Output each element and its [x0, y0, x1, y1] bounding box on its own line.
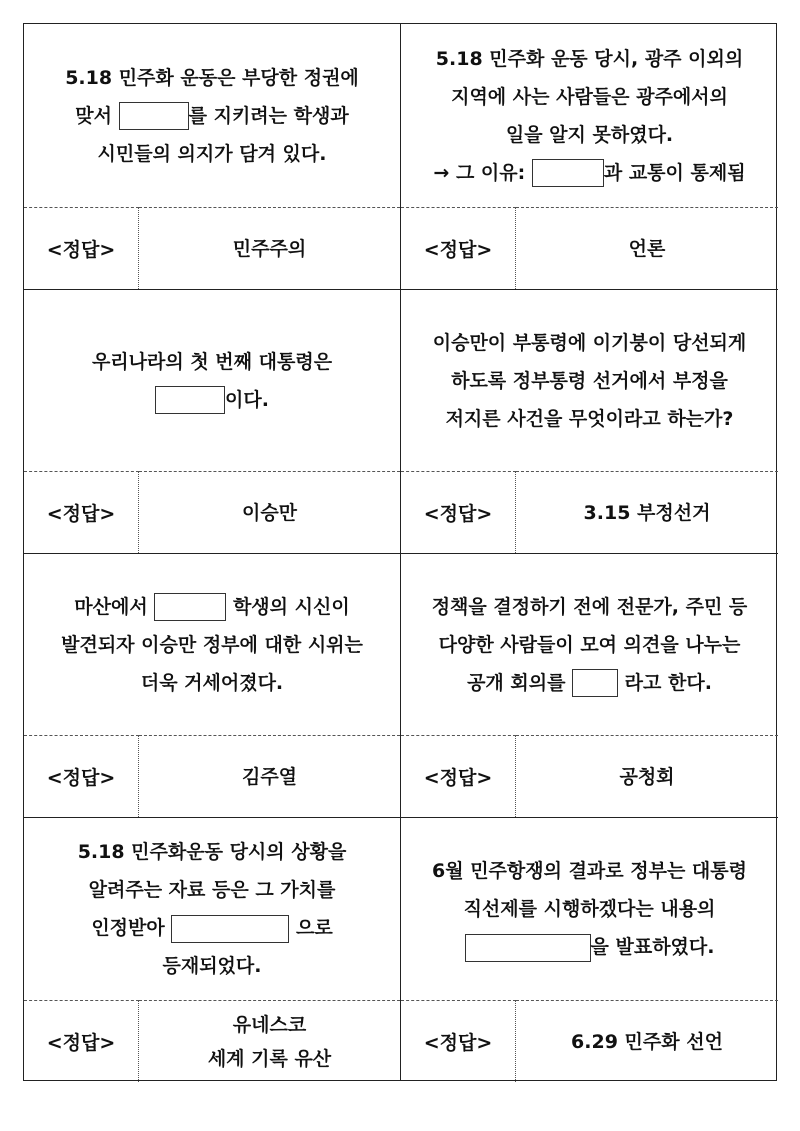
answer-text: 김주열 — [241, 765, 298, 788]
question-line: 다양한 사람들이 모여 의견을 나누는 — [438, 633, 741, 656]
question-line: 발견되자 이승만 정부에 대한 시위는 — [61, 633, 363, 656]
answer-value — [139, 735, 400, 817]
answer-label: <정답> — [401, 735, 516, 817]
question-line — [155, 381, 269, 419]
question-cell — [401, 553, 778, 735]
question-cell — [24, 24, 400, 207]
question-line: 일을 알지 못하였다. — [505, 123, 674, 146]
question-text: 를 지키려는 학생과 — [188, 104, 349, 127]
question-line: 5.18 민주화운동 당시의 상황을 — [77, 841, 347, 863]
quiz-card-sheet — [23, 23, 777, 1081]
answer-blank-box[interactable] — [572, 669, 618, 697]
answer-blank-box[interactable] — [465, 934, 591, 962]
answer-text: 유네스코 — [232, 1013, 307, 1036]
question-line — [465, 928, 715, 966]
answer-value — [516, 207, 778, 289]
question-line: 알려주는 자료 등은 그 가치를 — [88, 879, 336, 901]
answer-label: <정답> — [401, 1000, 516, 1082]
question-cell — [24, 553, 400, 735]
question-cell — [401, 817, 778, 1000]
question-line: 5.18 민주화 운동은 부당한 정권에 — [65, 66, 359, 89]
question-text: 공개 회의를 — [467, 671, 573, 694]
answer-label: <정답> — [24, 207, 139, 289]
question-text: 으로 — [289, 917, 333, 939]
answer-label: <정답> — [24, 471, 139, 553]
question-cell — [24, 289, 400, 471]
question-line: 직선제를 시행하겠다는 내용의 — [463, 898, 716, 920]
answer-blank-box[interactable] — [171, 915, 289, 943]
question-line — [433, 154, 745, 192]
question-cell — [24, 817, 400, 1000]
answer-blank-box[interactable] — [119, 102, 189, 130]
question-line: 저지른 사건을 무엇이라고 하는가? — [445, 407, 734, 430]
question-line — [75, 97, 348, 135]
answer-text: 언론 — [628, 237, 666, 260]
question-line: 정책을 결정하기 전에 전문가, 주민 등 — [431, 595, 748, 618]
question-line — [91, 909, 332, 947]
answer-text: 6.29 민주화 선언 — [571, 1030, 723, 1053]
answer-value — [516, 735, 778, 817]
question-line: 이승만이 부통령에 이기붕이 당선되게 — [432, 331, 747, 354]
answer-label: <정답> — [24, 1000, 139, 1082]
question-text: 마산에서 — [74, 595, 155, 618]
question-text: 이다. — [225, 388, 269, 411]
answer-value — [139, 1000, 400, 1082]
question-text: 과 교통이 통제됨 — [603, 161, 746, 184]
question-text: 인정받아 — [91, 917, 172, 939]
question-line: 6월 민주항쟁의 결과로 정부는 대통령 — [432, 860, 747, 882]
question-text: 맞서 — [75, 104, 119, 127]
answer-label: <정답> — [401, 207, 516, 289]
question-text: 학생의 시신이 — [226, 595, 350, 618]
question-cell — [401, 289, 778, 471]
answer-blank-box[interactable] — [154, 593, 226, 621]
answer-text: 3.15 부정선거 — [583, 501, 711, 524]
answer-label: <정답> — [24, 735, 139, 817]
question-cell — [401, 24, 778, 207]
question-line: 하도록 정부통령 선거에서 부정을 — [451, 369, 728, 392]
question-text: 라고 한다. — [618, 671, 712, 694]
answer-label: <정답> — [401, 471, 516, 553]
answer-text: 공청회 — [619, 765, 675, 788]
question-line: 지역에 사는 사람들은 광주에서의 — [451, 85, 728, 108]
answer-text: 세계 기록 유산 — [207, 1047, 332, 1070]
question-line — [74, 588, 349, 626]
question-line: 우리나라의 첫 번째 대통령은 — [91, 350, 333, 373]
question-line: 등재되었다. — [162, 955, 262, 977]
answer-blank-box[interactable] — [532, 159, 604, 187]
answer-blank-box[interactable] — [155, 386, 225, 414]
answer-value — [516, 1000, 778, 1082]
answer-value — [516, 471, 778, 553]
question-line: 5.18 민주화 운동 당시, 광주 이외의 — [435, 47, 744, 70]
question-text: 을 발표하였다. — [590, 936, 715, 958]
question-line — [467, 664, 712, 702]
answer-value — [139, 207, 400, 289]
question-line: 더욱 거세어졌다. — [140, 671, 284, 694]
question-line: 시민들의 의지가 담겨 있다. — [97, 142, 327, 165]
question-text: → 그 이유: — [433, 161, 532, 184]
answer-value — [139, 471, 400, 553]
answer-text: 민주주의 — [232, 237, 307, 260]
answer-text: 이승만 — [241, 501, 298, 524]
